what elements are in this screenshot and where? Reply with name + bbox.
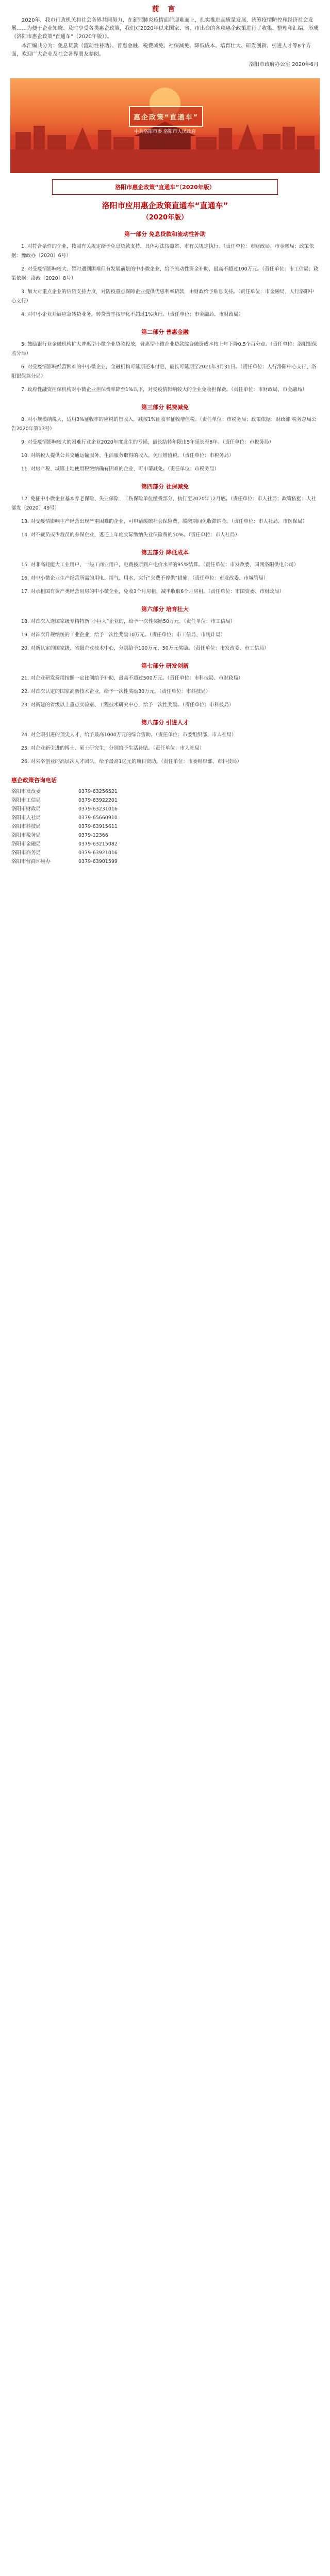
contact-department: 洛阳市人社局 <box>11 815 41 821</box>
contact-department: 洛阳市发改委 <box>11 789 41 794</box>
policy-item: 25. 对企业新引进的博士、硕士研究生，分别给予生活补贴。（责任单位：市人社局） <box>21 745 205 751</box>
policy-section <box>11 482 319 540</box>
contact-row <box>11 805 319 814</box>
contact-phone: 0379-63256521 <box>78 789 118 794</box>
document-main-subtitle: （2020年版） <box>142 214 188 222</box>
policy-item: 16. 对中小微企业生产经营所需的用电、用气、用水，实行“欠费不停供”措施。（责任单位：市发改委、市城管局） <box>21 575 269 581</box>
contact-phone: 0379-63915611 <box>78 824 118 829</box>
policy-item: 19. 对首次升规纳统的工业企业，给予一次性奖励10万元。（责任单位：市工信局、市统计局） <box>21 632 225 638</box>
policy-item: 9. 对受疫情影响较大的困难行业企业2020年度发生的亏损，最长结转年限由5年延长至8年。（责任单位：市税务局） <box>21 439 274 445</box>
policy-item: 6. 对受疫情影响经营困难的中小微企业，金融机构可延期还本付息，最长可延期至2021年3月31日。（责任单位：人行洛阳中心支行、洛阳银保监分局） <box>11 364 317 379</box>
policy-item: 11. 对房产税、城镇土地使用税缴纳确有困难的企业，可申请减免。（责任单位：市税务局） <box>21 466 219 472</box>
preface-heading: 前 言 <box>152 5 178 13</box>
policy-item: 8. 对小规模纳税人，适用3%征收率的应税销售收入，减按1%征收率征收增值税。（责任单位：市税务局；政策依据：财政部 税务总局公告2020年第13号） <box>11 417 317 432</box>
preface-signature: 洛阳市政府办公室 2020年6月 <box>249 62 319 67</box>
contact-row <box>11 831 319 840</box>
policy-item: 1. 对符合条件的企业，按照有关规定给予免息贷款支持，具体办法按照省、市有关规定执行。（责任单位：市财政局、市金融局；政策依据：豫政办〔2020〕6号） <box>11 244 314 259</box>
contacts-list <box>11 787 319 866</box>
document-title-box-text: 洛阳市惠企政策“直通车”（2020年版） <box>115 184 215 191</box>
hero-banner-image <box>10 78 320 173</box>
policy-sections <box>0 230 330 767</box>
section-heading: 第五部分 降低成本 <box>141 549 189 556</box>
contact-row <box>11 857 319 866</box>
contact-department: 洛阳市工信局 <box>11 798 41 803</box>
policy-item: 23. 对新建的省级以上重点实验室、工程技术研究中心，给予一次性奖励。（责任单位：市科技局） <box>21 702 234 708</box>
policy-item: 7. 政府性融资担保机构对小微企业担保费率降至1%以下，对受疫情影响较大的企业免收担保费。（责任单位：市财政局、市金融局） <box>21 387 307 393</box>
page <box>0 0 330 876</box>
policy-item: 4. 对中小企业开展应急转贷业务，转贷费率按年化不超过1%执行。（责任单位：市金融局、市财政局） <box>21 312 243 317</box>
section-heading: 第二部分 普惠金融 <box>141 329 189 335</box>
contact-row <box>11 849 319 857</box>
contact-department: 洛阳市营商环境办 <box>11 859 51 865</box>
policy-item: 15. 对非高耗能大工业用户、一般工商业用户，电费按原到户电价水平的95%结算。（责任单位：市发改委、国网洛阳供电公司） <box>21 562 299 568</box>
policy-item: 5. 鼓励银行业金融机构扩大普惠型小微企业贷款投放，普惠型小微企业贷款综合融资成本较上年下降0.5个百分点。（责任单位：洛阳银保监分局） <box>11 342 317 357</box>
policy-item: 17. 对承租国有资产类经营用房的中小微企业，免收3个月房租，减半收取6个月房租。（责任单位：市国资委、市财政局） <box>21 589 284 595</box>
contact-row <box>11 814 319 822</box>
policy-section <box>11 328 319 395</box>
contact-phone: 0379-12366 <box>78 833 108 838</box>
policy-section <box>11 403 319 474</box>
policy-section <box>11 605 319 653</box>
policy-item: 24. 对全职引进的顶尖人才，给予最高1000万元的综合资助。（责任单位：市委组织部、市人社局） <box>21 732 237 738</box>
banner-subtitle: 中共洛阳市委 洛阳市人民政府 <box>134 129 196 134</box>
document-main-title: 洛阳市应用惠企政策直通车“直通车” <box>102 201 228 210</box>
policy-item: 13. 对受疫情影响生产经营出现严重困难的企业，可申请缓缴社会保险费，缓缴期间免收滞纳金。（责任单位：市人社局、市医保局） <box>21 519 307 524</box>
section-heading: 第八部分 引进人才 <box>141 719 189 726</box>
document-title-box <box>52 179 278 195</box>
contact-department: 洛阳市税务局 <box>11 833 41 838</box>
section-heading: 第六部分 培育壮大 <box>141 606 189 613</box>
policy-item: 26. 对来洛创业的高层次人才团队，给予最高1亿元的项目资助。（责任单位：市委组织部、市科技局） <box>21 759 242 765</box>
contact-department: 洛阳市财政局 <box>11 806 41 812</box>
section-heading: 第四部分 社保减免 <box>141 483 189 490</box>
preface-paragraph: 2020年，我市行政机关和社会各界共同努力，在新冠肺炎疫情面前迎难而上，扎实推进高质量发展，统筹疫情防控和经济社会发展……为便于企业知晓、及时享受各类惠企政策，我们对2020年以来国家、省、市出台的各项惠企政策进行了收集、整理和汇编，形成《洛阳市惠企政策“直通车”（2020年版）》。 <box>11 18 319 40</box>
contact-phone: 0379-63215082 <box>78 841 118 847</box>
contact-phone: 0379-65660910 <box>78 815 118 821</box>
section-heading: 第七部分 研发创新 <box>141 663 189 669</box>
contact-row <box>11 796 319 805</box>
policy-section <box>11 548 319 597</box>
contact-phone: 0379-63231016 <box>78 806 118 812</box>
policy-item: 21. 对企业研发费用按照一定比例给予补助，最高不超过500万元。（责任单位：市科技局、市财政局） <box>21 675 243 681</box>
banner-ground <box>10 149 320 173</box>
banner-title: 惠企政策“直通车” <box>129 106 203 127</box>
contact-department: 洛阳市金融局 <box>11 841 41 847</box>
policy-item: 10. 对纳税人提供公共交通运输服务、生活服务取得的收入，免征增值税。（责任单位：市税务局） <box>21 453 234 459</box>
contact-row <box>11 822 319 831</box>
contact-phone: 0379-63921016 <box>78 850 118 856</box>
policy-item: 3. 加大对重点企业的信贷支持力度，对防疫重点保障企业提供优惠利率贷款，由财政给予贴息支持。（责任单位：市金融局、人行洛阳中心支行） <box>11 289 314 304</box>
policy-item: 12. 免征中小微企业基本养老保险、失业保险、工伤保险单位缴费部分，执行至2020年12月底。（责任单位：市人社局；政策依据：人社部发〔2020〕49号） <box>11 496 317 511</box>
section-heading: 第一部分 免息贷款和流动性补助 <box>124 231 206 238</box>
policy-item: 22. 对首次认定的国家高新技术企业，给予一次性奖励30万元。（责任单位：市科技局） <box>21 689 211 694</box>
policy-item: 2. 对受疫情影响较大、暂时遇到困难但有发展前景的中小微企业，给予流动性资金补助，最高不超过100万元。（责任单位：市工信局；政策依据：洛政〔2020〕8号） <box>11 266 319 281</box>
contact-department: 洛阳市科技局 <box>11 824 41 829</box>
policy-section <box>11 718 319 767</box>
contact-row <box>11 840 319 849</box>
contacts-title: 惠企政策咨询电话 <box>11 777 57 784</box>
policy-section <box>11 662 319 710</box>
contact-department: 洛阳市商务局 <box>11 850 41 856</box>
section-heading: 第三部分 税费减免 <box>141 404 189 411</box>
preface-paragraph: 本汇编共分为：免息贷款（流动性补助）、普惠金融、税费减免、社保减免、降低成本、培育壮大、研发创新、引进人才等8个方面，欢迎广大企业及社会各界朋友参阅。 <box>11 43 311 57</box>
contact-phone: 0379-63901599 <box>78 859 118 865</box>
policy-section <box>11 230 319 319</box>
policy-item: 18. 对首次入选国家级专精特新“小巨人”企业的，给予一次性奖励50万元。（责任单位：市工信局） <box>21 619 236 624</box>
preface <box>0 0 330 74</box>
contact-phone: 0379-63922201 <box>78 798 118 803</box>
policy-item: 20. 对新认定的国家级、省级企业技术中心，分别给予100万元、50万元奖励。（责任单位：市发改委、市工信局） <box>21 646 269 651</box>
contact-row <box>11 787 319 796</box>
policy-item: 14. 对不裁员或少裁员的参保企业，返还上年度实际缴纳失业保险费的50%。（责任单位：市人社局） <box>21 532 240 538</box>
